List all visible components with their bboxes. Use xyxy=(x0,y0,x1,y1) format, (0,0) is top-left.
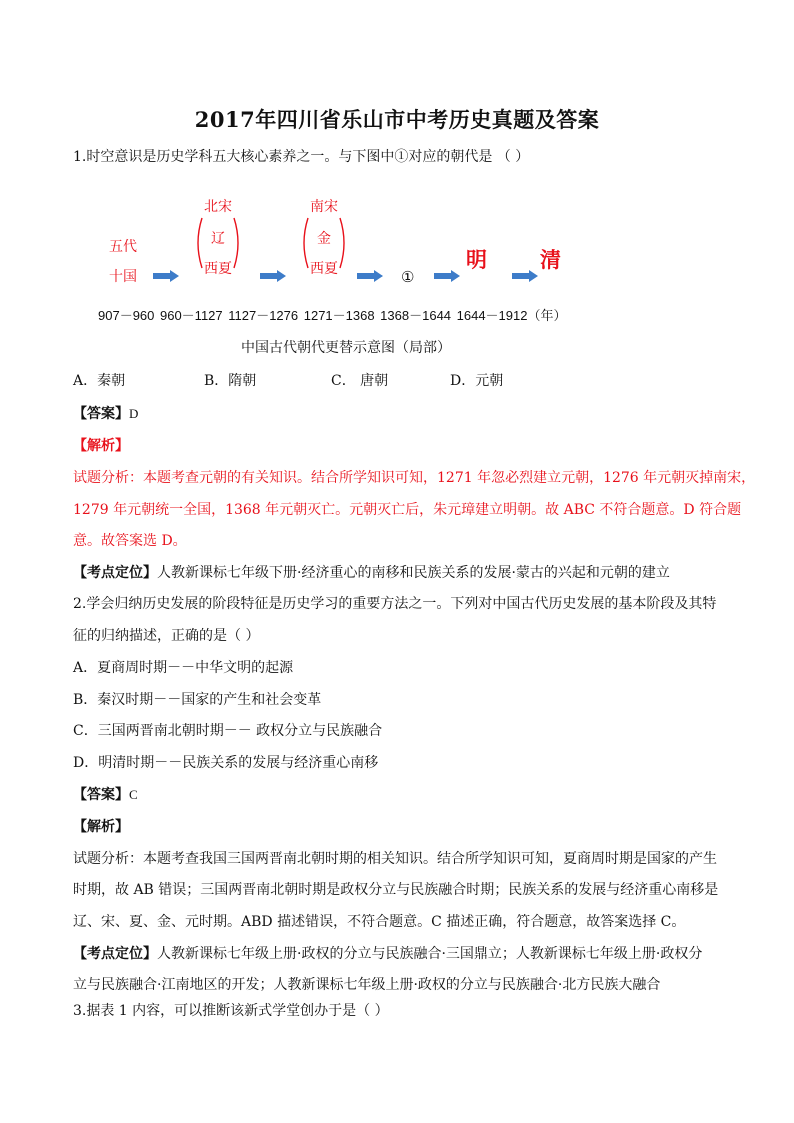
q2-exam-point-line-1 xyxy=(73,943,702,963)
q2-analysis-line-2: 时期，故 AB 错误；三国两晋南北朝时期是政权分立与民族融合时期；民族关系的发展与经济重心南移是 xyxy=(73,882,719,898)
answer-value: C xyxy=(129,787,138,802)
group1-northern-song: 北宋 xyxy=(204,199,232,215)
diagram-caption: 中国古代朝代更替示意图（局部） xyxy=(241,340,451,356)
group2-southern-song: 南宋 xyxy=(310,199,338,215)
q2-answer xyxy=(73,784,138,804)
right-arrow-icon xyxy=(153,270,179,282)
q2-option-d: D．明清时期－－民族关系的发展与经济重心南移 xyxy=(73,755,379,771)
q1-option-a: A．秦朝 xyxy=(73,373,126,389)
group2-western-xia: 西夏 xyxy=(310,261,338,277)
timeline-dates: 907－960 960－1127 1127－1276 1271－1368 1368－1644 1644－1912（年） xyxy=(98,308,567,323)
q1-analysis-line-3: 意。故答案选 D。 xyxy=(73,533,187,549)
q2-option-c: C．三国两晋南北朝时期－－ 政权分立与民族融合 xyxy=(73,723,383,739)
q2-exam-point-line-2: 立与民族融合·江南地区的开发；人教新课标七年级上册·政权的分立与民族融合·北方民族大融合 xyxy=(73,977,661,993)
q1-option-d: D．元朝 xyxy=(450,373,504,389)
qing-dynasty-label: 清 xyxy=(540,247,561,272)
q2-option-a: A．夏商周时期－－中华文明的起源 xyxy=(73,660,294,676)
exam-point-label: 【考点定位】 xyxy=(73,946,157,962)
exam-point-label: 【考点定位】 xyxy=(73,565,157,581)
answer-label: 【答案】 xyxy=(73,406,129,422)
q1-analysis-line-1: 试题分析：本题考查元朝的有关知识。结合所学知识可知，1271 年忽必烈建立元朝，1276 年元朝灭掉南宋， xyxy=(73,470,756,486)
q1-option-b: B．隋朝 xyxy=(204,373,257,389)
right-arrow-icon xyxy=(434,270,460,282)
page-title: 2017年四川省乐山市中考历史真题及答案 xyxy=(194,107,600,132)
right-arrow-icon xyxy=(357,270,383,282)
group2-jin: 金 xyxy=(317,231,331,247)
ming-dynasty-label: 明 xyxy=(466,247,487,272)
q2-stem-line-2: 征的归纳描述，正确的是（ ） xyxy=(73,628,260,644)
five-dynasties-label-2: 十国 xyxy=(109,269,137,285)
q1-stem: 1.时空意识是历史学科五大核心素养之一。与下图中①对应的朝代是 （ ） xyxy=(73,149,530,165)
group1-western-xia: 西夏 xyxy=(204,261,232,277)
q1-analysis-label: 【解析】 xyxy=(73,438,129,454)
q1-answer xyxy=(73,403,138,423)
group1-liao: 辽 xyxy=(211,231,225,247)
q2-analysis-label: 【解析】 xyxy=(73,819,129,835)
five-dynasties-label-1: 五代 xyxy=(109,239,137,255)
answer-label: 【答案】 xyxy=(73,787,129,803)
exam-point-text: 人教新课标七年级上册·政权的分立与民族融合·三国鼎立；人教新课标七年级上册·政权分 xyxy=(157,946,703,962)
circle-one-marker: ① xyxy=(401,268,415,286)
q2-analysis-line-1: 试题分析：本题考查我国三国两晋南北朝时期的相关知识。结合所学知识可知，夏商周时期是国家的产生 xyxy=(73,851,717,867)
q2-analysis-line-3: 辽、宋、夏、金、元时期。ABD 描述错误，不符合题意。C 描述正确，符合题意，故答案选择 C。 xyxy=(73,914,686,930)
exam-point-text: 人教新课标七年级下册·经济重心的南移和民族关系的发展·蒙古的兴起和元朝的建立 xyxy=(157,565,670,581)
right-arrow-icon xyxy=(260,270,286,282)
q3-stem: 3.据表 1 内容，可以推断该新式学堂创办于是（ ） xyxy=(73,1003,389,1019)
q2-stem-line-1: 2.学会归纳历史发展的阶段特征是历史学习的重要方法之一。下列对中国古代历史发展的基本阶段及其特 xyxy=(73,596,717,612)
q1-exam-point xyxy=(73,562,670,582)
q2-option-b: B．秦汉时期－－国家的产生和社会变革 xyxy=(73,692,322,708)
answer-value: D xyxy=(129,406,139,421)
q1-option-c: C． 唐朝 xyxy=(331,373,389,389)
q1-analysis-line-2: 1279 年元朝统一全国，1368 年元朝灭亡。元朝灭亡后，朱元璋建立明朝。故 ABC 不符合题意。D 符合题 xyxy=(73,502,742,518)
right-arrow-icon xyxy=(512,270,538,282)
